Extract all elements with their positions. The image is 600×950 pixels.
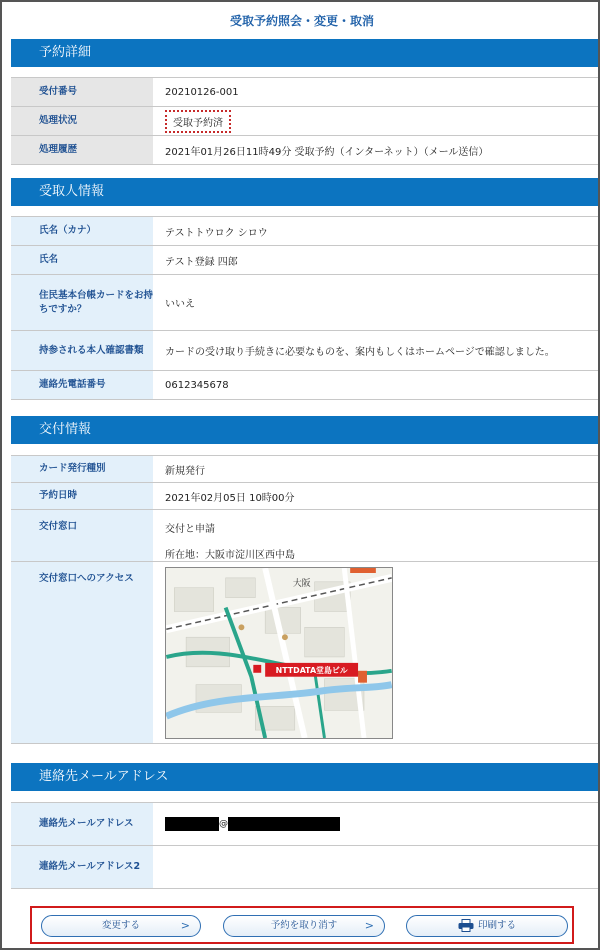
resident-card-answer: いいえ [153, 275, 598, 331]
table-row [11, 483, 598, 510]
table-row [11, 107, 598, 136]
email-at-sign: @ [219, 819, 228, 829]
table-row [11, 510, 598, 562]
email-table [11, 802, 598, 889]
table-row [11, 803, 598, 846]
row-label: 予約日時 [11, 483, 153, 510]
table-row [11, 217, 598, 246]
email-address-2 [153, 846, 598, 889]
recipient-table [11, 216, 598, 400]
map-label: NTTDATA堂島ビル [275, 665, 348, 675]
page-title: 受取予約照会・変更・取消 [229, 14, 374, 28]
cancel-button-label: 予約を取り消す [270, 920, 338, 931]
table-row [11, 275, 598, 331]
row-label: 連絡先電話番号 [11, 371, 153, 400]
row-label: 氏名 [11, 246, 153, 275]
delivery-address: 所在地：大阪市淀川区西中島 [165, 550, 295, 561]
access-map [165, 567, 393, 739]
cancel-reservation-button[interactable] [223, 915, 385, 937]
card-issue-type: 新規発行 [153, 456, 598, 483]
id-documents-answer: カードの受け取り手続きに必要なものを、案内もしくはホームページで確認しました。 [153, 331, 598, 371]
status-badge: 受取予約済 [165, 110, 231, 133]
name: テスト登録 四郎 [153, 246, 598, 275]
table-row [11, 246, 598, 275]
delivery-table [11, 455, 598, 744]
chevron-right-icon: > [180, 919, 190, 932]
table-row [11, 846, 598, 889]
printer-icon [458, 919, 474, 932]
change-button-label: 変更する [101, 920, 140, 931]
row-label: 処理状況 [11, 107, 153, 136]
row-label: 処理履歴 [11, 136, 153, 165]
reservation-table [11, 77, 598, 165]
redacted-email-local [165, 817, 219, 831]
redacted-email-domain [228, 817, 340, 831]
row-label: 連絡先メールアドレス2 [11, 846, 153, 889]
action-bar [30, 906, 574, 944]
section-header-recipient: 受取人情報 [11, 178, 598, 206]
name-kana: テストトウロク シロウ [153, 217, 598, 246]
section-header-delivery: 交付情報 [11, 416, 598, 444]
row-label: 住民基本台帳カードをお持ちですか？ [11, 275, 153, 331]
section-header-reservation: 予約詳細 [11, 39, 598, 67]
chevron-right-icon: > [364, 919, 374, 932]
map-title: 大阪 [292, 578, 311, 589]
change-button[interactable] [41, 915, 201, 937]
row-label: 交付窓口 [11, 510, 153, 562]
reception-number: 20210126-001 [153, 78, 598, 107]
row-label: 連絡先メールアドレス [11, 803, 153, 846]
row-label: 氏名（カナ） [11, 217, 153, 246]
row-label: 交付窓口へのアクセス [11, 562, 153, 744]
delivery-counter: 交付と申請 [165, 524, 215, 535]
row-label: カード発行種別 [11, 456, 153, 483]
row-label: 持参される本人確認書類 [11, 331, 153, 371]
table-row [11, 136, 598, 165]
section-header-email: 連絡先メールアドレス [11, 763, 598, 791]
table-row [11, 331, 598, 371]
table-row [11, 562, 598, 744]
processing-history: 2021年01月26日11時49分 受取予約（インターネット）（メール送信） [153, 136, 598, 165]
reservation-datetime: 2021年02月05日 10時00分 [153, 483, 598, 510]
table-row [11, 456, 598, 483]
table-row [11, 78, 598, 107]
print-button[interactable] [406, 915, 568, 937]
row-label: 受付番号 [11, 78, 153, 107]
table-row [11, 371, 598, 400]
phone-number: 0612345678 [153, 371, 598, 400]
print-button-label: 印刷する [477, 920, 516, 931]
